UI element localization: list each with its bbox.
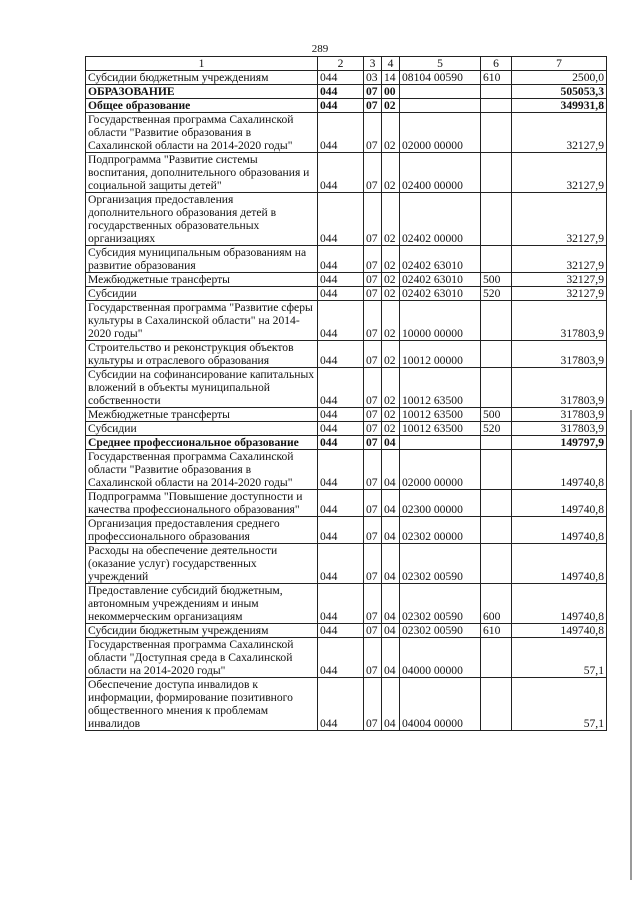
row-ved-cell: 044 (318, 624, 364, 638)
row-section-cell: 07 (364, 638, 382, 678)
row-subsection-cell: 00 (382, 85, 400, 99)
row-expense-type-cell (481, 153, 512, 193)
row-amount-cell: 317803,9 (512, 422, 607, 436)
row-ved-cell: 044 (318, 341, 364, 368)
table-row (86, 422, 607, 436)
row-section-cell: 07 (364, 436, 382, 450)
row-section-cell: 07 (364, 341, 382, 368)
row-name-cell: Расходы на обеспечение деятельности (оказание услуг) государственных учреждений (86, 544, 318, 584)
row-name-cell: Среднее профессиональное образование (86, 436, 318, 450)
row-section-cell: 07 (364, 99, 382, 113)
row-amount-cell: 505053,3 (512, 85, 607, 99)
table-row (86, 436, 607, 450)
row-ved-cell: 044 (318, 638, 364, 678)
row-subsection-cell: 02 (382, 422, 400, 436)
row-name-cell: Государственная программа Сахалинской области "Доступная среда в Сахалинской области на 2014-2020 годы" (86, 638, 318, 678)
row-amount-cell: 149740,8 (512, 517, 607, 544)
row-name-cell: Общее образование (86, 99, 318, 113)
row-section-cell: 07 (364, 584, 382, 624)
row-expense-type-cell (481, 85, 512, 99)
row-amount-cell: 57,1 (512, 678, 607, 731)
row-subsection-cell: 04 (382, 638, 400, 678)
table-row (86, 193, 607, 246)
row-name-cell: Организация предоставления дополнительного образования детей в государственных образовательных организациях (86, 193, 318, 246)
budget-table (85, 56, 607, 731)
row-subsection-cell: 02 (382, 113, 400, 153)
row-amount-cell: 149740,8 (512, 490, 607, 517)
row-target-article-cell: 02402 63010 (400, 273, 481, 287)
table-row (86, 153, 607, 193)
row-amount-cell: 149740,8 (512, 450, 607, 490)
row-target-article-cell (400, 85, 481, 99)
column-number-row (86, 57, 607, 71)
table-row (86, 450, 607, 490)
row-ved-cell: 044 (318, 153, 364, 193)
row-expense-type-cell (481, 638, 512, 678)
row-expense-type-cell (481, 450, 512, 490)
row-subsection-cell: 04 (382, 584, 400, 624)
row-name-cell: ОБРАЗОВАНИЕ (86, 85, 318, 99)
row-target-article-cell: 02302 00000 (400, 517, 481, 544)
row-name-cell: Организация предоставления среднего профессионального образования (86, 517, 318, 544)
row-ved-cell: 044 (318, 422, 364, 436)
row-subsection-cell: 04 (382, 517, 400, 544)
row-amount-cell: 32127,9 (512, 273, 607, 287)
row-section-cell: 07 (364, 301, 382, 341)
row-section-cell: 07 (364, 544, 382, 584)
row-amount-cell: 57,1 (512, 638, 607, 678)
row-subsection-cell: 02 (382, 99, 400, 113)
table-row (86, 368, 607, 408)
row-section-cell: 07 (364, 450, 382, 490)
table-row (86, 113, 607, 153)
row-ved-cell: 044 (318, 436, 364, 450)
row-expense-type-cell: 600 (481, 584, 512, 624)
table-row (86, 408, 607, 422)
column-header: 1 (86, 57, 318, 71)
row-expense-type-cell (481, 368, 512, 408)
row-name-cell: Государственная программа "Развитие сферы культуры в Сахалинской области" на 2014-2020 годы" (86, 301, 318, 341)
table-row (86, 584, 607, 624)
row-amount-cell: 317803,9 (512, 408, 607, 422)
column-header: 2 (318, 57, 364, 71)
table-row (86, 341, 607, 368)
row-ved-cell: 044 (318, 71, 364, 85)
row-ved-cell: 044 (318, 85, 364, 99)
table-row (86, 246, 607, 273)
row-amount-cell: 149797,9 (512, 436, 607, 450)
row-name-cell: Субсидии (86, 287, 318, 301)
row-subsection-cell: 14 (382, 71, 400, 85)
row-expense-type-cell (481, 436, 512, 450)
row-expense-type-cell (481, 341, 512, 368)
row-subsection-cell: 02 (382, 301, 400, 341)
row-section-cell: 07 (364, 113, 382, 153)
row-subsection-cell: 02 (382, 287, 400, 301)
row-ved-cell: 044 (318, 301, 364, 341)
row-subsection-cell: 04 (382, 678, 400, 731)
row-ved-cell: 044 (318, 584, 364, 624)
row-expense-type-cell (481, 99, 512, 113)
row-ved-cell: 044 (318, 368, 364, 408)
row-name-cell: Государственная программа Сахалинской области "Развитие образования в Сахалинской области на 2014-2020 годы" (86, 450, 318, 490)
row-name-cell: Подпрограмма "Развитие системы воспитания, дополнительного образования и социальной защиты детей" (86, 153, 318, 193)
row-subsection-cell: 04 (382, 450, 400, 490)
column-header: 5 (400, 57, 481, 71)
row-name-cell: Субсидии (86, 422, 318, 436)
table-row (86, 544, 607, 584)
row-target-article-cell: 08104 00590 (400, 71, 481, 85)
row-name-cell: Строительство и реконструкция объектов культуры и отраслевого образования (86, 341, 318, 368)
row-section-cell: 07 (364, 287, 382, 301)
row-subsection-cell: 04 (382, 436, 400, 450)
row-amount-cell: 317803,9 (512, 301, 607, 341)
row-subsection-cell: 02 (382, 408, 400, 422)
row-target-article-cell: 02300 00000 (400, 490, 481, 517)
row-expense-type-cell (481, 301, 512, 341)
row-target-article-cell: 02000 00000 (400, 450, 481, 490)
page-number: 289 (311, 43, 329, 55)
row-name-cell: Межбюджетные трансферты (86, 408, 318, 422)
row-name-cell: Межбюджетные трансферты (86, 273, 318, 287)
row-target-article-cell: 10012 00000 (400, 341, 481, 368)
row-subsection-cell: 04 (382, 544, 400, 584)
table-row (86, 99, 607, 113)
row-subsection-cell: 04 (382, 490, 400, 517)
table-row (86, 287, 607, 301)
row-subsection-cell: 02 (382, 193, 400, 246)
row-section-cell: 07 (364, 153, 382, 193)
row-name-cell: Субсидии бюджетным учреждениям (86, 624, 318, 638)
row-ved-cell: 044 (318, 113, 364, 153)
column-header: 3 (364, 57, 382, 71)
row-subsection-cell: 02 (382, 368, 400, 408)
row-subsection-cell: 02 (382, 153, 400, 193)
row-target-article-cell: 04004 00000 (400, 678, 481, 731)
row-name-cell: Государственная программа Сахалинской области "Развитие образования в Сахалинской области на 2014-2020 годы" (86, 113, 318, 153)
row-section-cell: 07 (364, 490, 382, 517)
row-expense-type-cell (481, 193, 512, 246)
row-amount-cell: 317803,9 (512, 368, 607, 408)
row-target-article-cell: 02302 00590 (400, 544, 481, 584)
row-ved-cell: 044 (318, 408, 364, 422)
row-ved-cell: 044 (318, 273, 364, 287)
row-amount-cell: 149740,8 (512, 624, 607, 638)
row-target-article-cell: 02402 63010 (400, 246, 481, 273)
row-name-cell: Подпрограмма "Повышение доступности и качества профессионального образования" (86, 490, 318, 517)
row-expense-type-cell: 520 (481, 422, 512, 436)
row-ved-cell: 044 (318, 193, 364, 246)
table-row (86, 85, 607, 99)
row-amount-cell: 317803,9 (512, 341, 607, 368)
column-header: 6 (481, 57, 512, 71)
row-target-article-cell: 10012 63500 (400, 408, 481, 422)
row-section-cell: 03 (364, 71, 382, 85)
table-row (86, 490, 607, 517)
row-ved-cell: 044 (318, 287, 364, 301)
table-row (86, 71, 607, 85)
row-amount-cell: 2500,0 (512, 71, 607, 85)
row-target-article-cell: 02302 00590 (400, 584, 481, 624)
table-row (86, 301, 607, 341)
row-section-cell: 07 (364, 85, 382, 99)
row-expense-type-cell (481, 113, 512, 153)
row-name-cell: Обеспечение доступа инвалидов к информации, формирование позитивного общественного мнения к проблемам инвалидов (86, 678, 318, 731)
row-amount-cell: 349931,8 (512, 99, 607, 113)
row-expense-type-cell (481, 517, 512, 544)
row-target-article-cell: 02302 00590 (400, 624, 481, 638)
table-row (86, 624, 607, 638)
scan-edge-line (630, 410, 632, 880)
table-row (86, 517, 607, 544)
table-row (86, 678, 607, 731)
row-expense-type-cell (481, 490, 512, 517)
row-amount-cell: 149740,8 (512, 584, 607, 624)
row-amount-cell: 32127,9 (512, 193, 607, 246)
column-header: 4 (382, 57, 400, 71)
row-name-cell: Субсидия муниципальным образованиям на развитие образования (86, 246, 318, 273)
row-expense-type-cell: 500 (481, 273, 512, 287)
row-expense-type-cell: 610 (481, 71, 512, 85)
row-ved-cell: 044 (318, 678, 364, 731)
row-section-cell: 07 (364, 246, 382, 273)
row-ved-cell: 044 (318, 544, 364, 584)
row-target-article-cell: 10000 00000 (400, 301, 481, 341)
row-expense-type-cell: 520 (481, 287, 512, 301)
row-target-article-cell: 02400 00000 (400, 153, 481, 193)
row-expense-type-cell (481, 246, 512, 273)
row-target-article-cell: 10012 63500 (400, 368, 481, 408)
row-section-cell: 07 (364, 408, 382, 422)
row-name-cell: Предоставление субсидий бюджетным, автономным учреждениям и иным некоммерческим организациям (86, 584, 318, 624)
row-name-cell: Субсидии бюджетным учреждениям (86, 71, 318, 85)
row-ved-cell: 044 (318, 517, 364, 544)
row-ved-cell: 044 (318, 246, 364, 273)
row-amount-cell: 149740,8 (512, 544, 607, 584)
row-section-cell: 07 (364, 624, 382, 638)
row-section-cell: 07 (364, 422, 382, 436)
row-amount-cell: 32127,9 (512, 287, 607, 301)
row-subsection-cell: 02 (382, 273, 400, 287)
row-target-article-cell: 02000 00000 (400, 113, 481, 153)
row-target-article-cell (400, 99, 481, 113)
column-header: 7 (512, 57, 607, 71)
row-target-article-cell: 10012 63500 (400, 422, 481, 436)
row-target-article-cell: 04000 00000 (400, 638, 481, 678)
row-target-article-cell (400, 436, 481, 450)
row-target-article-cell: 02402 63010 (400, 287, 481, 301)
table-row (86, 273, 607, 287)
row-target-article-cell: 02402 00000 (400, 193, 481, 246)
row-expense-type-cell (481, 678, 512, 731)
row-section-cell: 07 (364, 368, 382, 408)
row-section-cell: 07 (364, 678, 382, 731)
row-name-cell: Субсидии на софинансирование капитальных вложений в объекты муниципальной собственности (86, 368, 318, 408)
table-body (86, 71, 607, 731)
row-section-cell: 07 (364, 517, 382, 544)
row-expense-type-cell (481, 544, 512, 584)
row-ved-cell: 044 (318, 450, 364, 490)
row-amount-cell: 32127,9 (512, 246, 607, 273)
row-amount-cell: 32127,9 (512, 113, 607, 153)
row-expense-type-cell: 610 (481, 624, 512, 638)
row-amount-cell: 32127,9 (512, 153, 607, 193)
row-expense-type-cell: 500 (481, 408, 512, 422)
row-subsection-cell: 04 (382, 624, 400, 638)
row-ved-cell: 044 (318, 99, 364, 113)
row-section-cell: 07 (364, 193, 382, 246)
table-row (86, 638, 607, 678)
row-section-cell: 07 (364, 273, 382, 287)
row-subsection-cell: 02 (382, 246, 400, 273)
row-subsection-cell: 02 (382, 341, 400, 368)
row-ved-cell: 044 (318, 490, 364, 517)
